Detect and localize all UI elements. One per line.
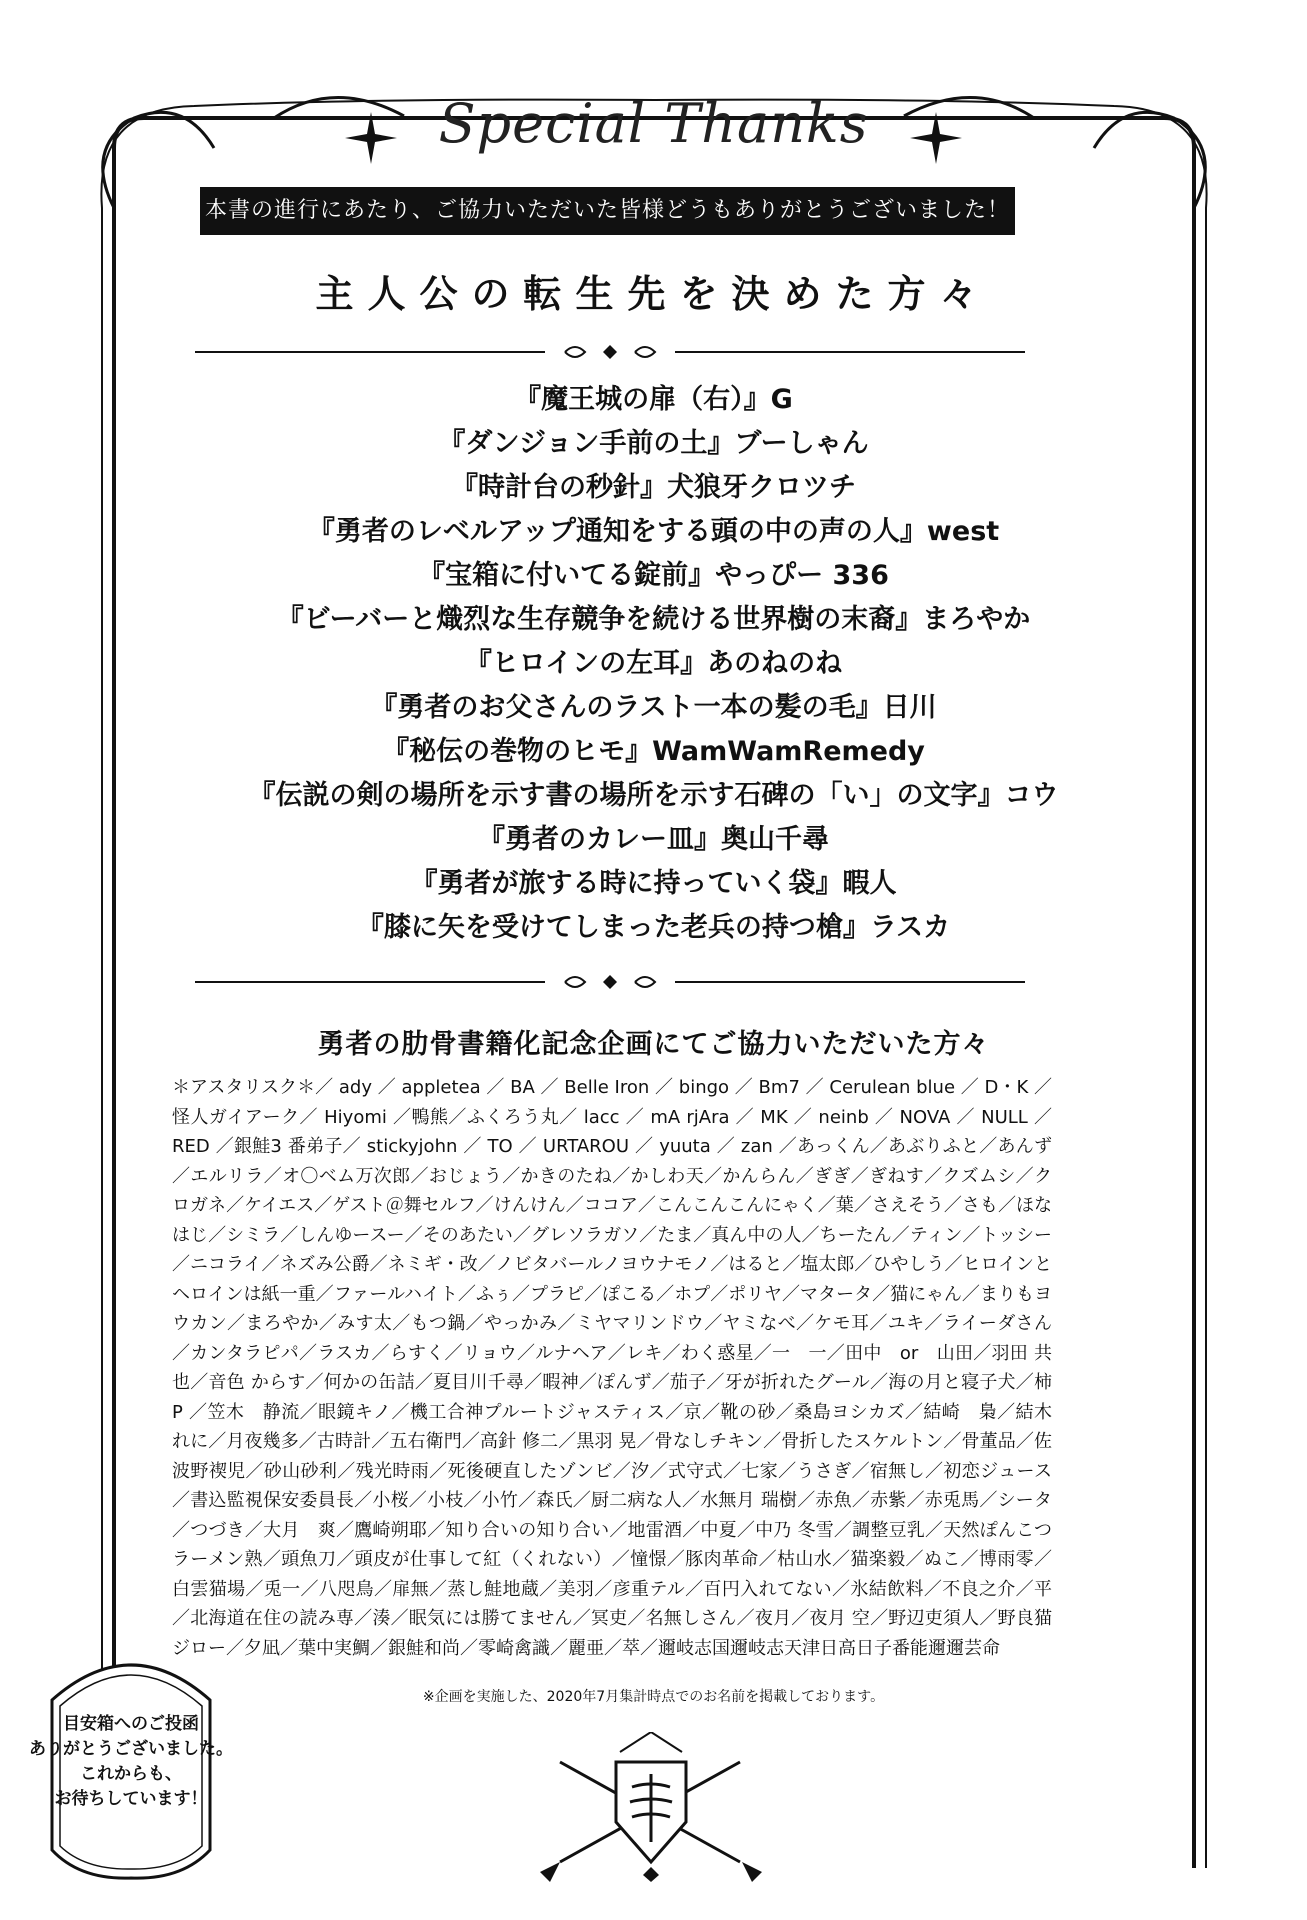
list-item: 『秘伝の巻物のヒモ』WamWamRemedy xyxy=(382,736,925,767)
fleur-ornament-icon xyxy=(345,112,397,164)
list-item: 『ヒロインの左耳』あのねのね xyxy=(464,648,843,679)
list-item: 『魔王城の扉（右）』G xyxy=(514,384,793,415)
list-item: 『膝に矢を受けてしまった老兵の持つ槍』ラスカ xyxy=(356,912,951,943)
badge-line: お待ちしています！ xyxy=(54,1789,208,1809)
list-item: 『ビーバーと熾烈な生存競争を続ける世界樹の末裔』まろやか xyxy=(276,604,1031,635)
divider-ornament-icon xyxy=(195,972,1025,992)
section1-heading: 主人公の転生先を決めた方々 xyxy=(315,272,992,316)
page-title: Special Thanks xyxy=(438,92,869,155)
list-item: 『ダンジョン手前の土』ブーしゃん xyxy=(438,428,869,459)
badge-line: ありがとうございました。 xyxy=(29,1739,233,1759)
list-item: 『時計台の秒針』犬狼牙クロツチ xyxy=(451,472,856,503)
badge-text xyxy=(22,1712,240,1812)
contributor-names: ＊アスタリスク＊／ ady ／ appletea ／ BA ／ Belle Iron ／ bingo ／ Bm7 ／ Cerulean blue ／ D・K ／怪人ガイアーク／ Hiyomi ／鴨熊／ふくろう丸／ lacc ／ mA rjAra ／ MK ／ neinb ／ NOVA ／ NULL ／ RED ／銀鮭3 番弟子／ stickyjohn ／ TO ／ URTAROU ／ yuuta ／ zan ／あっくん／あぶりふと／あんず／エルリラ／オ〇ベム万次郎／おじょう／かきのたね／かしわ天／かんらん／ぎぎ／ぎねす／クズムシ／クロガネ／ケイエス／ゲスト＠舞セルフ／けんけん／ココア／こんこんこんにゃく／葉／さえそう／さも／ほなはじ／シミラ／しんゆースー／そのあたい／グレソラガソ／たま／真ん中の人／ちーたん／ティン／トッシー／ニコライ／ネズみ公爵／ネミギ・改／ノビタバールノヨウナモノ／はると／塩太郎／ひやしう／ヒロインとヘロインは紙一重／ファールハイト／ふぅ／プラピ／ぽこる／ホプ／ポリヤ／マタータ／猫にゃん／まりもヨウカン／まろやか／みす太／もつ鍋／やっかみ／ミヤマリンドウ／ヤミなべ／ケモ耳／ユキ／ライーダさん／カンタラピパ／ラスカ／らすく／リョウ／ルナヘア／レキ／わく惑星／一 一／田中 or 山田／羽田 共也／音色 からす／何かの缶詰／夏目川千尋／暇神／ぽんず／茄子／牙が折れたグール／海の月と寝子犬／柿 P ／笠木 静流／眼鏡キノ／機工合神プルートジャスティス／京／靴の砂／桑島ヨシカズ／結崎 梟／結木 れに／月夜幾多／古時計／五右衛門／高針 修二／黒羽 晃／骨なしチキン／骨折したスケルトン／骨董品／佐波野禊児／砂山砂利／残光時雨／死後硬直したゾンビ／汐／式守式／七家／うさぎ／宿無し／初恋ジュース／書込監視保安委員長／小桜／小枝／小竹／森氏／厨二病な人／水無月 瑞樹／赤魚／赤紫／赤兎馬／シータ／つづき／大月 爽／鷹崎朔耶／知り合いの知り合い／地雷酒／中夏／中乃 冬雪／調整豆乳／天然ぽんこつラーメン熟／頭魚刀／頭皮が仕事して紅（くれない）／憧憬／豚肉革命／枯山水／猫楽毅／ぬこ／博雨零／白雲猫場／兎一／八咫鳥／扉無／蒸し鮭地蔵／美羽／彦重テル／百円入れてない／氷結飲料／不良之介／平／北海道在住の読み専／湊／眠気には勝てません／冥吏／名無しさん／夜月／夜月 空／野辺吏須人／野良猫ジロー／夕凪／葉中実鯛／銀鮭和尚／零崎禽識／麗亜／萃／邇岐志国邇岐志天津日高日子番能邇邇芸命 xyxy=(172,1077,1052,1659)
entries-list xyxy=(0,378,1307,950)
list-item: 『勇者のカレー皿』奥山千尋 xyxy=(478,824,829,855)
footnote: ※企画を実施した、2020年7月集計時点でのお名前を掲載しております。 xyxy=(422,1689,885,1705)
fleur-ornament-icon xyxy=(910,112,962,164)
section2-heading: 勇者の肋骨書籍化記念企画にてご協力いただいた方々 xyxy=(317,1029,990,1060)
divider-ornament-icon xyxy=(195,342,1025,362)
crest-skeleton-icon xyxy=(520,1732,782,1882)
list-item: 『勇者のレベルアップ通知をする頭の中の声の人』west xyxy=(307,516,1000,547)
thanks-banner: 本書の進行にあたり、ご協力いただいた皆様どうもありがとうございました！ xyxy=(200,187,1015,235)
badge-line: これからも、 xyxy=(80,1764,182,1784)
list-item: 『宝箱に付いてる錠前』やっぴー 336 xyxy=(418,560,889,591)
list-item: 『勇者が旅する時に持っていく袋』暇人 xyxy=(410,868,897,899)
list-item: 『伝説の剣の場所を示す書の場所を示す石碑の「い」の文字』コウ xyxy=(248,780,1059,811)
list-item: 『勇者のお父さんのラスト一本の髪の毛』日川 xyxy=(370,692,937,723)
badge-line: 目安箱へのご投函 xyxy=(63,1714,199,1734)
